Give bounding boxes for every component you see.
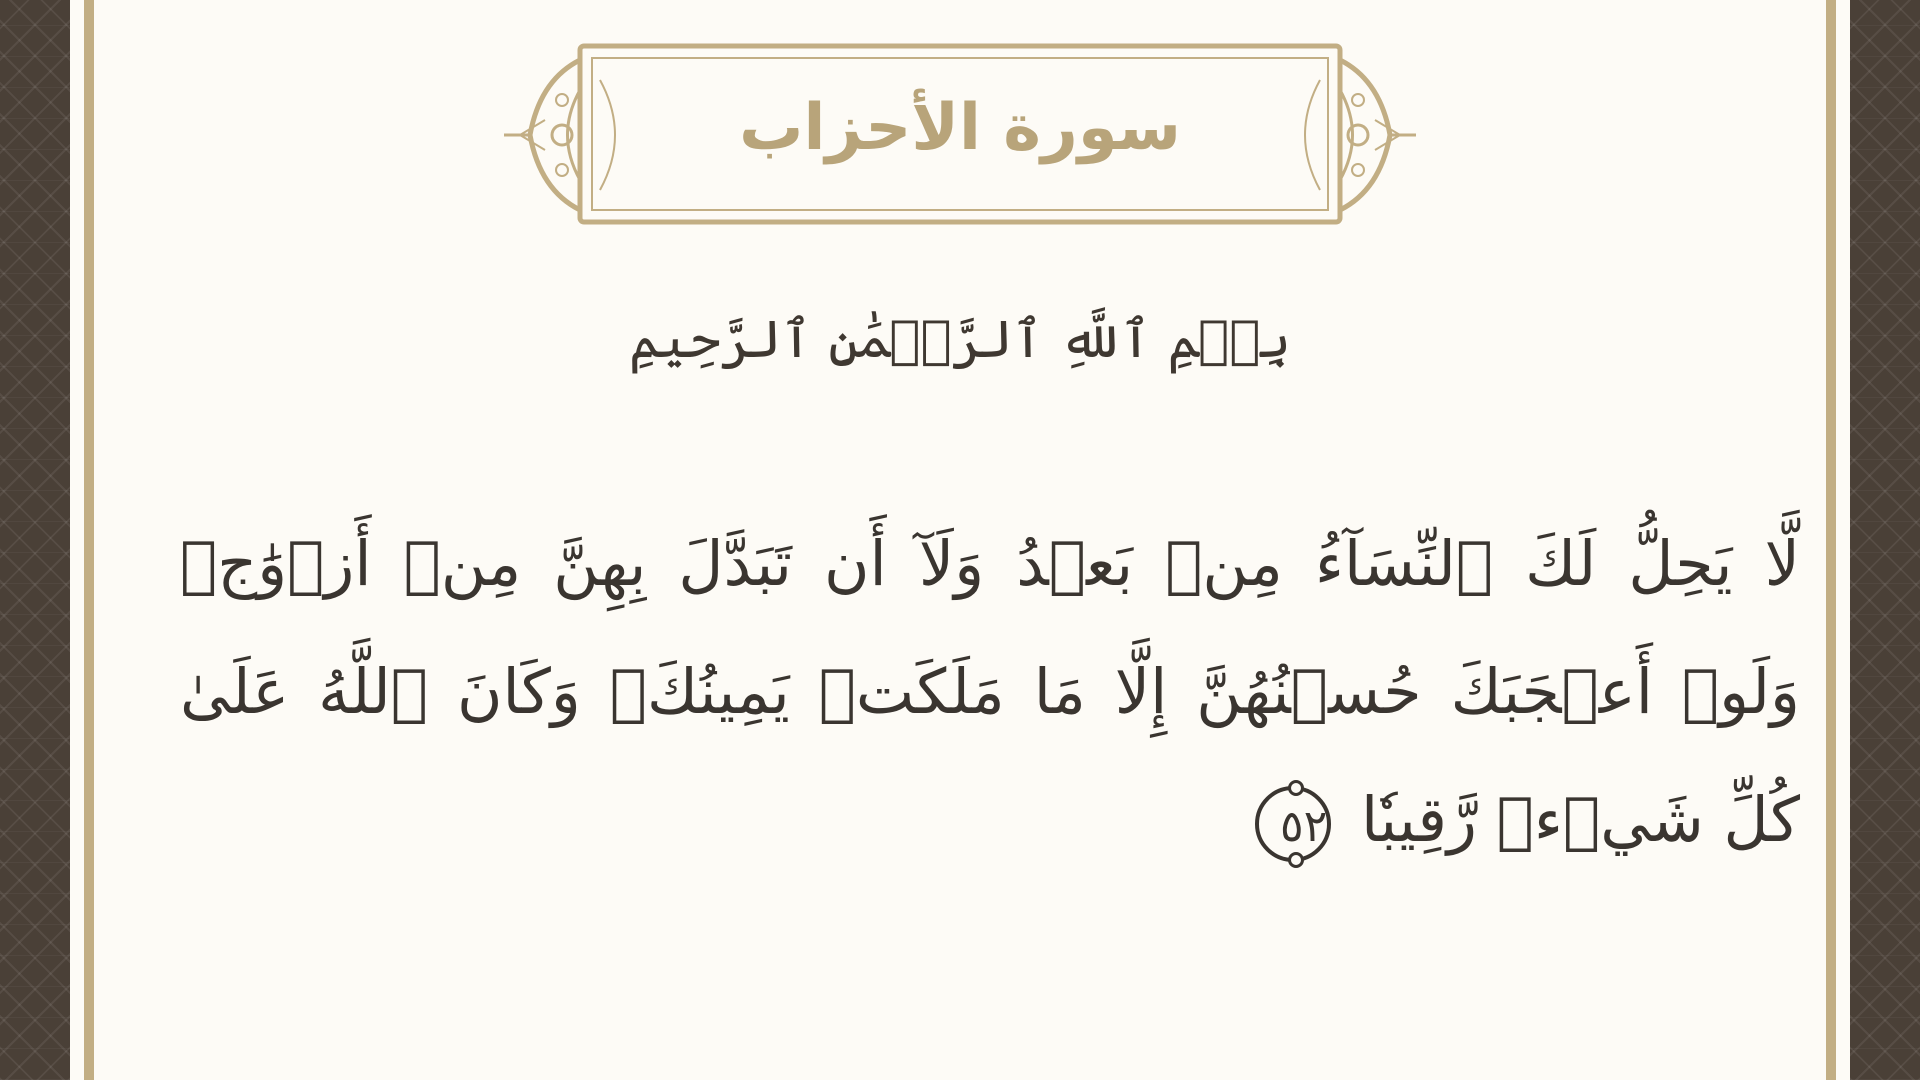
basmala-calligraphy: بِسۡمِ ٱللَّهِ ٱلرَّحۡمَٰنِ ٱلرَّحِيمِ <box>629 310 1291 370</box>
left-ornamental-border <box>0 0 70 1080</box>
left-gold-rule <box>84 0 94 1080</box>
surah-title: سورة الأحزاب <box>739 91 1181 165</box>
verse-text-block <box>180 500 1800 884</box>
right-ornamental-border <box>1850 0 1920 1080</box>
surah-title-frame <box>500 40 1420 230</box>
verse-text: لَّا يَحِلُّ لَكَ ٱلنِّسَآءُ مِنۢ بَعۡدُ وَلَآ أَن تَبَدَّلَ بِهِنَّ مِنۡ أَزۡوَٰجٖ وَلَوۡ أَعۡجَبَكَ حُسۡنُهُنَّ إِلَّا مَا مَلَكَتۡ يَمِينُكَۗ وَكَانَ ٱللَّهُ عَلَىٰ كُلِّ شَيۡءٖ رَّقِيبٗا <box>180 527 1800 856</box>
right-gold-rule <box>1826 0 1836 1080</box>
ayah-number-marker: ٥٢ <box>1255 786 1331 862</box>
